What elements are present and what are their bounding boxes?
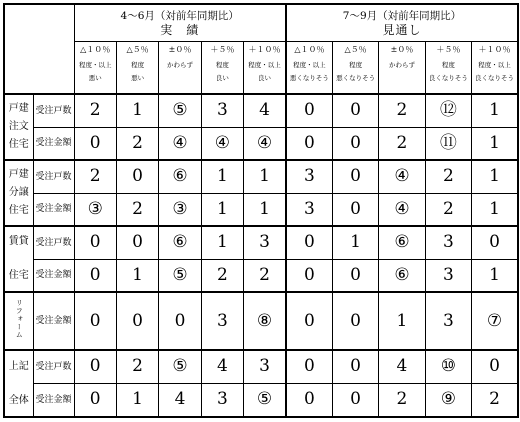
actual-value-cell: 3 <box>201 383 243 417</box>
forecast-value-cell: 0 <box>332 193 378 226</box>
metric-label: 受注戸数 <box>33 350 74 383</box>
col-desc-label: 良くなりそう <box>475 73 515 82</box>
group-label <box>4 160 33 226</box>
header-row-columns <box>4 41 518 94</box>
forecast-value-cell: 0 <box>286 226 332 259</box>
actual-value-cell: 4 <box>244 94 286 127</box>
group-label-line: 戸建 <box>8 169 29 180</box>
actual-value-cell: 2 <box>116 127 158 160</box>
col-desc-label: 悪くなりそう <box>336 73 376 82</box>
metric-label: 受注戸数 <box>33 94 74 127</box>
actual-value-cell: 0 <box>74 127 116 160</box>
metric-label: 受注金額 <box>33 292 74 350</box>
actual-value-cell: ⑥ <box>159 226 201 259</box>
actual-value-cell: 0 <box>116 160 158 193</box>
forecast-value-cell: 0 <box>332 127 378 160</box>
forecast-value-cell: 2 <box>425 193 471 226</box>
forecast-col-header <box>286 41 332 94</box>
group-label-line: 賃貸 <box>8 236 29 247</box>
group-label-line: リフォーム <box>15 299 24 339</box>
actual-value-cell: 4 <box>159 383 201 417</box>
actual-value-cell: 0 <box>116 226 158 259</box>
forecast-value-cell: 0 <box>286 127 332 160</box>
forecast-value-cell: ⑨ <box>425 383 471 417</box>
actual-col-header <box>201 41 243 94</box>
actual-value-cell: 0 <box>74 226 116 259</box>
forecast-value-cell: 1 <box>472 127 518 160</box>
col-change-label: △１０％ <box>80 44 111 54</box>
actual-value-cell: 3 <box>244 226 286 259</box>
group-label-line: 注文 <box>8 121 29 132</box>
col-change-label: ＋１０％ <box>478 44 511 54</box>
metric-label: 受注金額 <box>33 383 74 417</box>
table-row <box>4 226 518 259</box>
forecast-value-cell: ⑥ <box>379 259 425 292</box>
forecast-value-cell: 3 <box>425 259 471 292</box>
actual-value-cell: 3 <box>244 350 286 383</box>
group-label <box>4 292 33 350</box>
actual-value-cell: 2 <box>244 259 286 292</box>
group-label-line: 戸建 <box>8 103 29 114</box>
actual-value-cell: ⑧ <box>244 292 286 350</box>
survey-table <box>3 3 519 418</box>
actual-value-cell: ⑤ <box>159 94 201 127</box>
actual-value-cell: 1 <box>244 193 286 226</box>
actual-value-cell: 2 <box>116 350 158 383</box>
col-change-label: ＋１０％ <box>248 44 281 54</box>
forecast-label: 見通し <box>382 22 422 37</box>
header-row-period <box>4 4 518 41</box>
forecast-value-cell: ⑪ <box>425 127 471 160</box>
forecast-value-cell: 4 <box>379 350 425 383</box>
col-desc-label: 程度 <box>215 60 229 69</box>
actual-value-cell: 4 <box>201 350 243 383</box>
actual-value-cell: 2 <box>74 160 116 193</box>
actual-col-header <box>244 41 286 94</box>
metric-label: 受注金額 <box>33 259 74 292</box>
col-change-label: ±０％ <box>168 44 192 54</box>
group-label-line: 上記 <box>8 360 29 372</box>
group-label <box>4 94 33 160</box>
forecast-value-cell: 1 <box>472 160 518 193</box>
actual-value-cell: 2 <box>116 193 158 226</box>
col-desc-label: 程度・以上 <box>78 60 112 69</box>
col-desc-label: かわらず <box>166 60 193 69</box>
col-desc-label: 程度・以上 <box>248 60 281 69</box>
forecast-col-header <box>472 41 518 94</box>
group-label-line: 住宅 <box>8 270 29 281</box>
forecast-value-cell: 3 <box>425 226 471 259</box>
table-row <box>4 259 518 292</box>
forecast-value-cell: 0 <box>286 383 332 417</box>
forecast-value-cell: ④ <box>379 193 425 226</box>
actual-value-cell: ④ <box>244 127 286 160</box>
col-desc-label: かわらず <box>388 60 415 69</box>
forecast-value-cell: 2 <box>425 160 471 193</box>
col-change-label: ＋５％ <box>210 44 235 54</box>
actual-value-cell: 1 <box>116 259 158 292</box>
forecast-period-title: 7～9月（対前年同期比） <box>342 9 462 22</box>
forecast-value-cell: 2 <box>379 127 425 160</box>
forecast-col-header <box>379 41 425 94</box>
forecast-value-cell: 3 <box>286 160 332 193</box>
actual-header <box>74 4 286 41</box>
col-desc-label: 程度・以上 <box>293 60 326 69</box>
actual-col-header <box>116 41 158 94</box>
metric-label: 受注戸数 <box>33 226 74 259</box>
forecast-value-cell: 1 <box>472 259 518 292</box>
actual-value-cell: 2 <box>201 259 243 292</box>
forecast-value-cell: 0 <box>332 160 378 193</box>
col-desc-label: 程度・以上 <box>478 60 511 69</box>
actual-value-cell: ④ <box>159 127 201 160</box>
col-desc-label: 程度 <box>349 60 363 69</box>
col-desc-label: 良い <box>258 73 272 82</box>
actual-value-cell: ④ <box>201 127 243 160</box>
forecast-value-cell: 0 <box>472 226 518 259</box>
table-row <box>4 94 518 127</box>
col-desc-label: 程度 <box>441 60 455 69</box>
actual-value-cell: 0 <box>159 292 201 350</box>
forecast-value-cell: ⑫ <box>425 94 471 127</box>
actual-value-cell: 0 <box>74 383 116 417</box>
actual-value-cell: 0 <box>74 259 116 292</box>
col-change-label: ＋５％ <box>436 44 461 54</box>
actual-value-cell: 1 <box>116 383 158 417</box>
actual-value-cell: 3 <box>201 94 243 127</box>
col-desc-label: 悪い <box>131 73 145 82</box>
col-desc-label: 悪くなりそう <box>289 73 329 82</box>
group-label-line: 全体 <box>8 394 29 406</box>
forecast-value-cell: ⑦ <box>472 292 518 350</box>
forecast-value-cell: 0 <box>332 94 378 127</box>
actual-value-cell: 2 <box>74 94 116 127</box>
forecast-value-cell: ⑥ <box>379 226 425 259</box>
actual-value-cell: ⑤ <box>244 383 286 417</box>
col-desc-label: 悪い <box>88 73 102 82</box>
actual-value-cell: 1 <box>201 226 243 259</box>
actual-col-header <box>159 41 201 94</box>
actual-value-cell: ⑤ <box>159 350 201 383</box>
actual-value-cell: ③ <box>159 193 201 226</box>
group-label-line: 分譲 <box>8 187 29 198</box>
forecast-value-cell: 1 <box>472 193 518 226</box>
actual-value-cell: ③ <box>74 193 116 226</box>
actual-value-cell: 1 <box>201 193 243 226</box>
forecast-value-cell: 2 <box>379 94 425 127</box>
col-desc-label: 程度 <box>131 60 145 69</box>
actual-value-cell: 0 <box>116 292 158 350</box>
actual-col-header <box>74 41 116 94</box>
forecast-value-cell: 2 <box>379 383 425 417</box>
col-change-label: △１０％ <box>294 44 325 54</box>
forecast-value-cell: 0 <box>332 292 378 350</box>
forecast-value-cell: 1 <box>379 292 425 350</box>
forecast-value-cell: 0 <box>332 383 378 417</box>
forecast-value-cell: 0 <box>286 259 332 292</box>
forecast-header <box>286 4 518 41</box>
table-row <box>4 383 518 417</box>
metric-label: 受注金額 <box>33 193 74 226</box>
actual-value-cell: 1 <box>201 160 243 193</box>
forecast-value-cell: ④ <box>379 160 425 193</box>
forecast-value-cell: 0 <box>472 350 518 383</box>
table-row <box>4 193 518 226</box>
forecast-value-cell: 0 <box>332 259 378 292</box>
forecast-value-cell: 1 <box>472 94 518 127</box>
col-change-label: △５％ <box>344 44 367 54</box>
col-desc-label: 良い <box>215 73 229 82</box>
actual-period-title: 4～6月（対前年同期比） <box>120 9 239 22</box>
actual-value-cell: 1 <box>116 94 158 127</box>
corner-cell <box>4 4 74 94</box>
forecast-col-header <box>332 41 378 94</box>
group-label-line: 住宅 <box>8 205 29 216</box>
forecast-value-cell: 3 <box>286 193 332 226</box>
actual-value-cell: 1 <box>244 160 286 193</box>
col-desc-label: 良くなりそう <box>428 73 468 82</box>
forecast-value-cell: ⑩ <box>425 350 471 383</box>
col-change-label: △５％ <box>126 44 149 54</box>
actual-value-cell: ⑤ <box>159 259 201 292</box>
group-label-line: 住宅 <box>8 139 29 150</box>
actual-label: 実 績 <box>160 22 200 37</box>
forecast-value-cell: 0 <box>286 350 332 383</box>
group-label <box>4 350 33 417</box>
forecast-value-cell: 0 <box>286 94 332 127</box>
forecast-col-header <box>425 41 471 94</box>
actual-value-cell: 3 <box>201 292 243 350</box>
table-row <box>4 127 518 160</box>
actual-value-cell: 0 <box>74 292 116 350</box>
table-row <box>4 292 518 350</box>
forecast-value-cell: 3 <box>425 292 471 350</box>
forecast-value-cell: 0 <box>286 292 332 350</box>
actual-value-cell: ⑥ <box>159 160 201 193</box>
forecast-value-cell: 2 <box>472 383 518 417</box>
group-label <box>4 226 33 292</box>
table-row <box>4 160 518 193</box>
metric-label: 受注戸数 <box>33 160 74 193</box>
metric-label: 受注金額 <box>33 127 74 160</box>
forecast-value-cell: 0 <box>332 350 378 383</box>
table-row <box>4 350 518 383</box>
actual-value-cell: 0 <box>74 350 116 383</box>
col-change-label: ±０％ <box>390 44 414 54</box>
forecast-value-cell: 1 <box>332 226 378 259</box>
